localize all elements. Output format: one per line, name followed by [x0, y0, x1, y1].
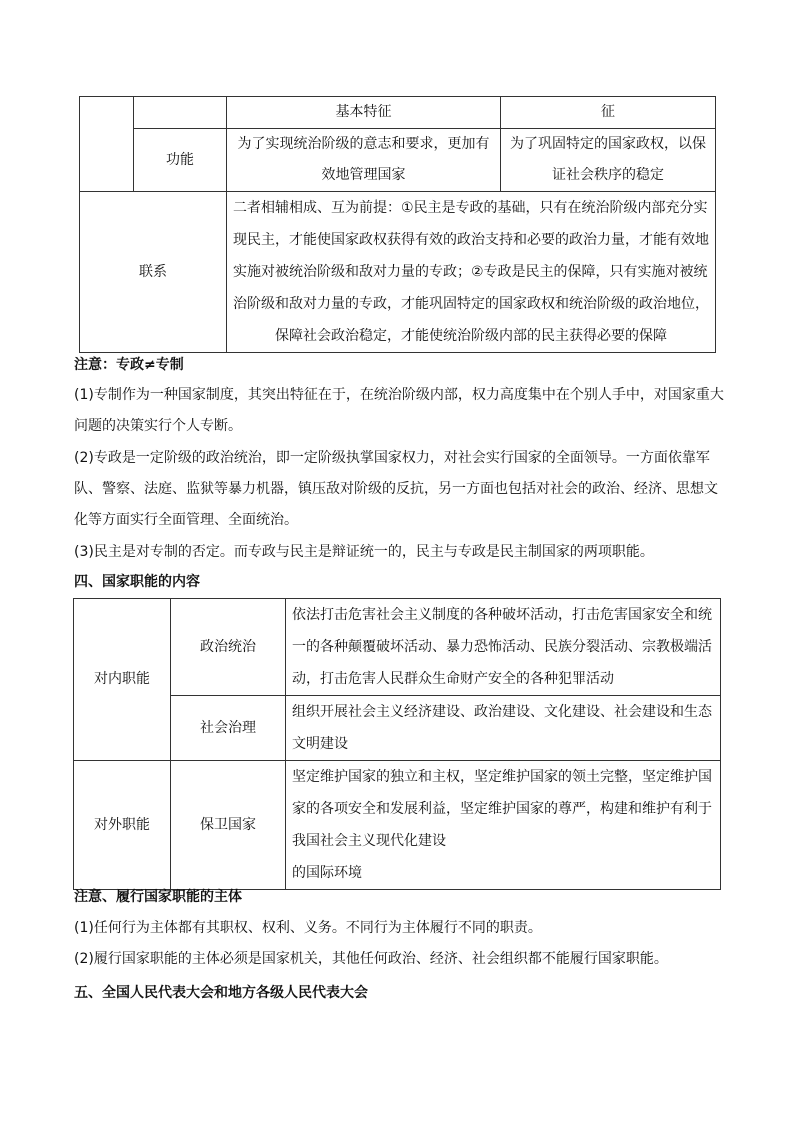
defense-last: 的国际环境: [292, 865, 362, 881]
note1-p1: (1)专制作为一种国家制度，其突出特征在于，在统治阶级内部，权力高度集中在个别人手中，对国家重大问题的决策实行个人专断。: [74, 387, 724, 434]
defense-label: 保卫国家: [171, 761, 286, 890]
note2-p1: (1)任何行为主体都有其职权、权利、义务。不同行为主体履行不同的职责。: [74, 920, 542, 936]
note2-p2: (2)履行国家职能的主体必须是国家机关，其他任何政治、经济、社会组织都不能履行国家职能。: [74, 951, 668, 967]
relation-label: 联系: [80, 192, 227, 353]
section5-title: 五、全国人民代表大会和地方各级人民代表大会: [74, 985, 368, 1001]
function-label: 功能: [134, 129, 227, 192]
header-empty-cell: [134, 97, 227, 129]
relation-cell: [227, 192, 716, 353]
politics-label: 政治统治: [171, 599, 286, 696]
state-functions-table: [73, 598, 721, 890]
governance-label: 社会治理: [171, 696, 286, 761]
note1-title: 注意：专政≠专制: [74, 357, 184, 373]
note1-p2: (2)专政是一定阶级的政治统治，即一定阶级执掌国家权力，对社会实行国家的全面领导。一方面依靠军队、警察、法庭、监狱等暴力机器，镇压敌对阶级的反抗，另一方面也包括对社会的政治、经济、思想文化等方面实行全面管理、全面统治。: [74, 450, 718, 528]
politics-text: 依法打击危害社会主义制度的各种破坏活动，打击危害国家安全和统一的各种颠覆破坏活动、暴力恐怖活动、民族分裂活动、宗教极端活动，打击危害人民群众生命财产安全的各种犯罪活动: [286, 599, 721, 696]
function-col2: 为了实现统治阶级的意志和要求，更加有效地管理国家: [227, 129, 501, 192]
defense-cell: [286, 761, 721, 890]
section4-title: 四、国家职能的内容: [74, 574, 200, 590]
defense-text: 坚定维护国家的独立和主权，坚定维护国家的领土完整，坚定维护国家的各项安全和发展利益，坚定维护国家的尊严，构建和维护有利于我国社会主义现代化建设: [292, 769, 712, 849]
note2-title: 注意、履行国家职能的主体: [74, 889, 242, 905]
merged-left-cell: [80, 97, 134, 192]
header-col3: 征: [501, 97, 716, 129]
header-col2: 基本特征: [227, 97, 501, 129]
relation-last-line: 保障社会政治稳定，才能使统治阶级内部的民主获得必要的保障: [275, 328, 667, 344]
note1-p3: (3)民主是对专制的否定。而专政与民主是辩证统一的，民主与专政是民主制国家的两项职能。: [74, 544, 654, 560]
governance-text: 组织开展社会主义经济建设、政治建设、文化建设、社会建设和生态文明建设: [286, 696, 721, 761]
function-col3: 为了巩固特定的国家政权，以保证社会秩序的稳定: [501, 129, 716, 192]
democracy-dictatorship-table: [79, 96, 716, 353]
relation-text: 二者相辅相成、互为前提：①民主是专政的基础，只有在统治阶级内部充分实现民主，才能使国家政权获得有效的政治支持和必要的政治力量，才能有效地实施对被统治阶级和敌对力量的专政；②专政是民主的保障，只有实施对被统治阶级和敌对力量的专政，才能巩固特定的国家政权和统治阶级的政治地位，: [233, 200, 709, 312]
external-label: 对外职能: [74, 761, 171, 890]
internal-label: 对内职能: [74, 599, 171, 761]
